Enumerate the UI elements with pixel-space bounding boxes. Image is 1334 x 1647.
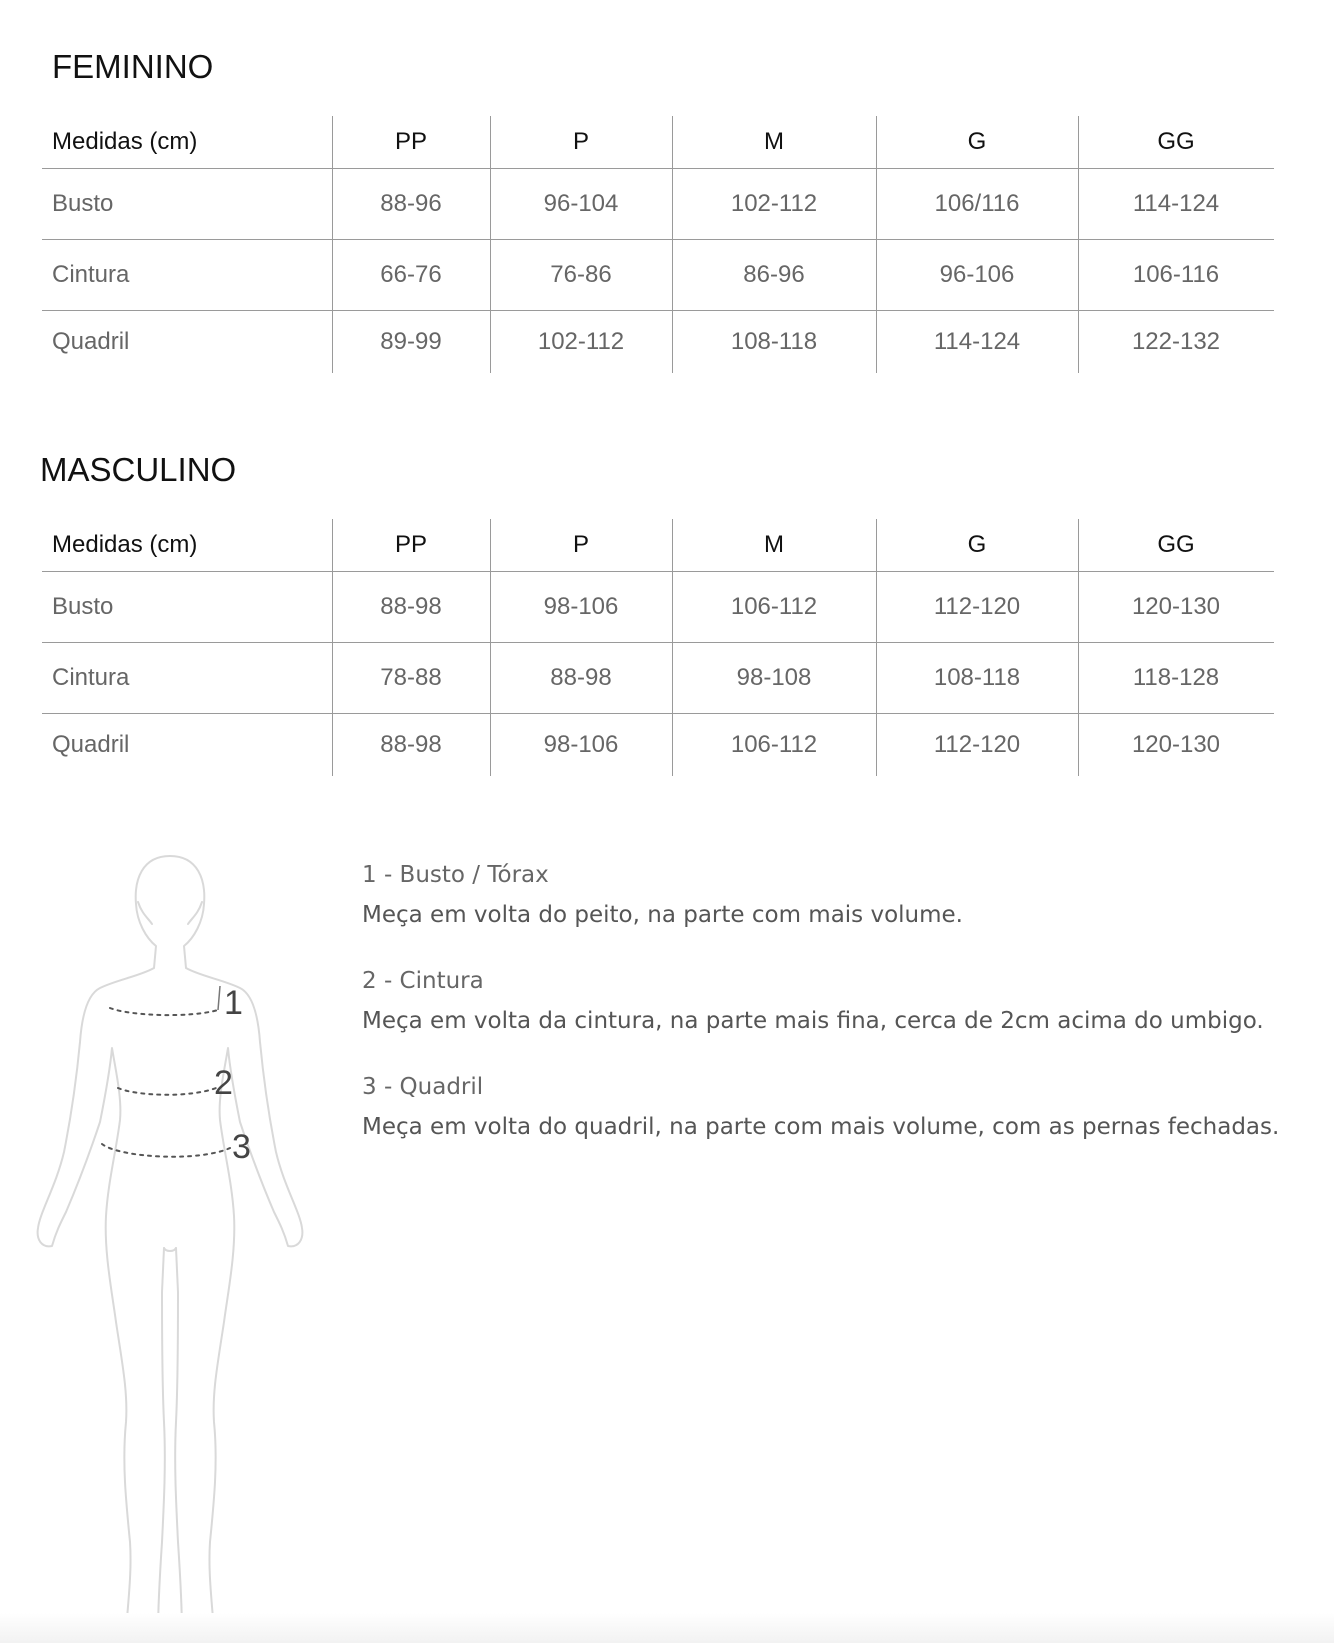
table-cell: 102-112 [730,190,818,217]
table-row-busto [42,572,1274,643]
header-size-p: P [572,128,589,155]
marker-1: 1 [224,984,243,1022]
table-cell: 102-112 [537,328,625,355]
table-cell: 108-118 [730,328,818,355]
table-cell: 86-96 [743,261,805,288]
table-header-row [42,519,1274,572]
bottom-fade [0,1613,1334,1643]
table-row-busto [42,169,1274,240]
table-cell: 106-112 [730,731,818,758]
table-cell: 78-88 [380,664,442,691]
table-cell: 106/116 [934,190,1020,217]
table-cell: 88-98 [380,593,442,620]
table-header-row [42,116,1274,169]
table-cell: 120-130 [1131,731,1221,758]
instruction-description: Meça em volta da cintura, na parte mais fina, cerca de 2cm acima do umbigo. [362,1008,1264,1034]
header-size-gg: GG [1157,531,1195,558]
header-size-g: G [967,128,987,155]
table-row-cintura [42,643,1274,714]
row-label: Cintura [52,664,130,691]
header-size-pp: PP [394,531,427,558]
table-cell: 88-96 [380,190,442,217]
instruction-cintura [362,964,1322,1040]
table-cell: 108-118 [933,664,1021,691]
header-size-g: G [967,531,987,558]
header-size-pp: PP [394,128,427,155]
marker-3: 3 [232,1128,251,1166]
table-cell: 76-86 [550,261,612,288]
instruction-title: 2 - Cintura [362,968,484,994]
table-cell: 66-76 [380,261,442,288]
masculino-title: MASCULINO [40,451,237,488]
hip-line [102,1144,230,1157]
instruction-quadril [362,1070,1322,1146]
row-label: Busto [52,190,114,217]
instruction-title: 3 - Quadril [362,1074,484,1100]
masculino-size-table [42,519,1274,776]
body-silhouette-icon [30,852,320,1642]
table-row-quadril [42,714,1274,776]
table-cell: 98-106 [543,731,619,758]
instruction-description: Meça em volta do peito, na parte com mais volume. [362,902,963,928]
table-row-quadril [42,311,1274,373]
table-cell: 120-130 [1131,593,1221,620]
instruction-description: Meça em volta do quadril, na parte com mais volume, com as pernas fechadas. [362,1114,1280,1140]
header-measures: Medidas (cm) [52,531,198,558]
header-size-m: M [764,128,784,155]
table-cell: 88-98 [380,731,442,758]
row-label: Busto [52,593,114,620]
header-size-m: M [764,531,784,558]
row-label: Quadril [52,731,130,758]
table-cell: 98-106 [543,593,619,620]
table-cell: 122-132 [1131,328,1221,355]
table-cell: 114-124 [1132,190,1220,217]
table-cell: 112-120 [933,731,1021,758]
waist-line [118,1088,216,1095]
instruction-title: 1 - Busto / Tórax [362,862,549,888]
instruction-busto [362,858,1322,934]
table-cell: 106-116 [1132,261,1220,288]
table-cell: 114-124 [933,328,1021,355]
measurement-instructions [362,858,1322,1176]
table-cell: 96-106 [939,261,1015,288]
table-cell: 98-108 [736,664,812,691]
feminino-size-table [42,116,1274,373]
table-cell: 112-120 [933,593,1021,620]
feminino-title: FEMININO [52,48,214,85]
header-size-p: P [572,531,589,558]
table-cell: 96-104 [543,190,619,217]
bust-line [110,1008,218,1015]
table-cell: 118-128 [1132,664,1220,691]
body-figure-illustration [30,852,320,1642]
row-label: Quadril [52,328,130,355]
table-cell: 88-98 [550,664,612,691]
marker-2: 2 [214,1064,233,1102]
header-measures: Medidas (cm) [52,128,198,155]
table-cell: 106-112 [730,593,818,620]
row-label: Cintura [52,261,130,288]
table-row-cintura [42,240,1274,311]
table-cell: 89-99 [380,328,442,355]
header-size-gg: GG [1157,128,1195,155]
